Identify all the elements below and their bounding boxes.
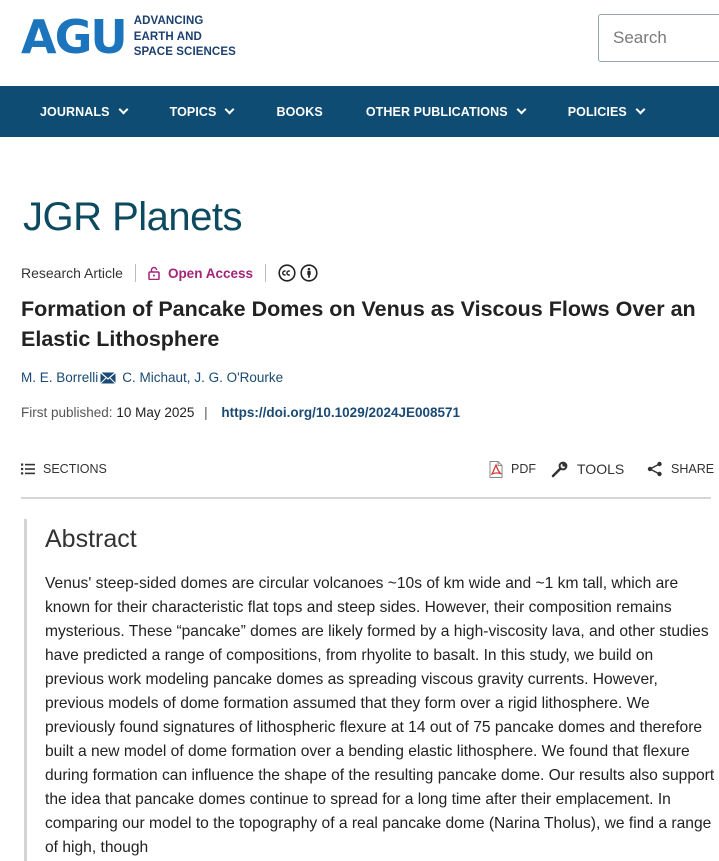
nav-item-other-publications[interactable] — [366, 105, 525, 119]
share-icon — [647, 461, 663, 477]
author-link[interactable]: J. G. O'Rourke — [194, 370, 284, 385]
attribution-icon — [300, 264, 318, 282]
envelope-icon[interactable] — [100, 372, 116, 384]
nav-item-label: OTHER PUBLICATIONS — [365, 104, 508, 119]
nav-item-label: POLICIES — [567, 104, 627, 119]
nav-item-policies[interactable] — [568, 105, 644, 119]
tools-label: TOOLS — [577, 461, 625, 477]
chevron-down-icon — [118, 105, 128, 115]
list-icon — [21, 463, 35, 475]
logo-line-2: EARTH AND — [133, 30, 202, 43]
tools-button[interactable] — [551, 460, 624, 478]
author-link[interactable]: M. E. Borrelli — [21, 370, 99, 385]
wrench-icon — [551, 460, 569, 478]
nav-item-label: JOURNALS — [40, 104, 110, 119]
published-date: 10 May 2025 — [116, 405, 195, 420]
publication-info — [21, 405, 460, 420]
open-access-badge — [148, 266, 253, 281]
abstract-section — [24, 519, 719, 861]
author-separator: , — [186, 370, 195, 385]
article-toolbar — [21, 453, 715, 485]
pdf-file-icon — [489, 461, 503, 478]
doi-link[interactable]: https://doi.org/10.1029/2024JE008571 — [221, 405, 461, 420]
abstract-heading: Abstract — [45, 525, 137, 553]
nav-item-label: TOPICS — [169, 104, 217, 119]
share-button[interactable] — [647, 461, 714, 477]
logo-line-1: ADVANCING — [133, 15, 204, 27]
logo-tagline — [134, 14, 236, 61]
nav-item-books[interactable] — [276, 105, 322, 119]
search-input[interactable] — [599, 15, 719, 61]
sections-button[interactable] — [21, 462, 107, 476]
nav-item-label: BOOKS — [276, 104, 323, 119]
nav-item-topics[interactable] — [170, 105, 234, 119]
divider — [135, 264, 136, 282]
journal-title[interactable]: JGR Planets — [23, 195, 243, 239]
published-label: First published: — [21, 405, 113, 420]
logo-mark: AGU — [21, 10, 126, 65]
logo-line-3: SPACE SCIENCES — [133, 46, 236, 58]
article-type: Research Article — [21, 265, 123, 281]
share-label: SHARE — [671, 462, 715, 476]
chevron-down-icon — [225, 105, 235, 115]
main-nav — [0, 86, 719, 137]
pdf-button[interactable] — [489, 461, 536, 478]
agu-logo[interactable] — [21, 10, 236, 65]
sections-label: SECTIONS — [43, 462, 107, 476]
article-title: Formation of Pancake Domes on Venus as Viscous Flows Over an Elastic Lithosphere — [21, 297, 696, 351]
search-box[interactable] — [598, 14, 719, 62]
license-icons[interactable] — [278, 264, 318, 282]
article-meta — [21, 264, 318, 282]
pdf-label: PDF — [511, 462, 536, 476]
separator: | — [204, 405, 208, 420]
nav-item-journals[interactable] — [40, 105, 127, 119]
author-link[interactable]: C. Michaut — [122, 370, 187, 385]
lock-open-icon — [148, 266, 160, 280]
creative-commons-icon — [278, 264, 296, 282]
chevron-down-icon — [516, 105, 526, 115]
author-list — [21, 370, 283, 385]
chevron-down-icon — [635, 105, 645, 115]
open-access-label: Open Access — [167, 265, 253, 281]
toolbar-divider — [21, 497, 711, 499]
divider — [265, 264, 266, 282]
abstract-text: Venus' steep-sided domes are circular volcanoes ~10s of km wide and ~1 km tall, which are known for their characteristic flat tops and steep sides. However, their composition remains mysterious. These “pancake” domes are likely formed by a high-viscosity lava, and other studies have predicted a range of compositions, from rhyolite to basalt. In this study, we build on previous work modeling pancake domes as spreading viscous gravity currents. However, previous models of dome formation assumed that they form over a rigid lithosphere. We previously found signatures of lithospheric flexure at 14 out of 75 pancake domes and therefore built a new model of dome formation over a bending elastic lithosphere. We found that flexure during formation can influence the shape of the resulting pancake dome. Our results also support the idea that pancake domes continue to spread for a long time after their emplacement. In comparing our model to the topography of a real pancake dome (Narina Tholus), we find a range of high, though — [45, 575, 715, 856]
site-header — [0, 0, 719, 86]
